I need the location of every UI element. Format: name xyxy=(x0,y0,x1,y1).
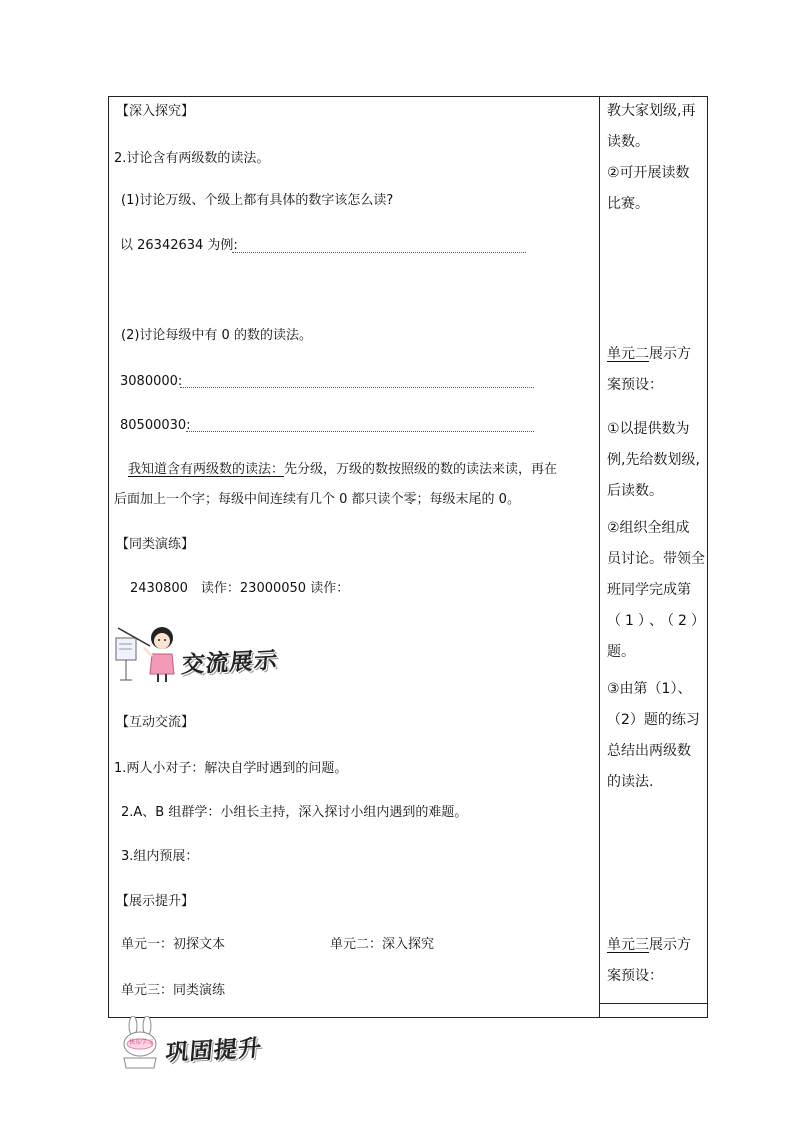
sidebar-line: 案预设： xyxy=(607,968,663,984)
sidebar-notes-top xyxy=(607,96,705,220)
plan2-unit-label: 单元二 xyxy=(607,346,649,362)
question-2-part1: (1)讨论万级、个级上都有具体的数字该怎么读? xyxy=(121,193,394,208)
sidebar-line: 比赛。 xyxy=(607,196,649,212)
sidebar-plan2-steps xyxy=(607,414,705,798)
answer-blank-2[interactable] xyxy=(180,387,534,388)
sidebar-line: 员讨论。带领全 xyxy=(607,551,705,567)
sidebar-line: 读数。 xyxy=(607,134,649,150)
unit-1: 单元一：初探文本 xyxy=(121,937,226,952)
section-heading-practice: 【同类演练】 xyxy=(116,537,195,552)
interact-item-1: 1.两人小对子：解决自学时遇到的问题。 xyxy=(114,761,348,776)
plan3-heading-rest: 展示方 xyxy=(649,937,691,953)
side-row-divider xyxy=(600,1003,708,1004)
section-heading-show: 【展示提升】 xyxy=(116,894,195,909)
section-heading-explore: 【深入探究】 xyxy=(116,104,195,119)
sidebar-line: （1）、（2）题。 xyxy=(607,613,705,660)
column-divider xyxy=(599,96,600,1018)
consolidate-banner xyxy=(114,1016,284,1070)
number-3080000: 3080000: xyxy=(120,374,183,389)
sidebar-line: ①以提供数为 xyxy=(607,421,690,437)
rule-text-1: 先分级，万级的数按照级的数的读法来读，再在 xyxy=(284,462,558,477)
question-2-title: 2.讨论含有两级数的读法。 xyxy=(114,151,270,166)
sidebar-line: 后读数。 xyxy=(607,483,663,499)
rule-lead: 我知道含有两级数的读法： xyxy=(128,462,285,477)
exchange-banner-title: 交流展示 xyxy=(180,646,280,679)
unit-2: 单元二：深入探究 xyxy=(330,937,435,952)
rule-text-2: 后面加上一个字；每级中间连续有几个 0 都只读个零；每级末尾的 0。 xyxy=(114,492,520,507)
sidebar-line: ②可开展读数 xyxy=(607,165,690,181)
sidebar-line: 总结出两级数 xyxy=(607,743,691,759)
question-2-example: 以 26342634 为例: xyxy=(120,238,238,253)
consolidate-banner-title: 巩固提升 xyxy=(164,1034,264,1067)
sidebar-plan3-heading xyxy=(607,930,705,961)
sidebar-line: 班同学完成第 xyxy=(607,582,691,598)
question-2-part2: (2)讨论每级中有 0 的数的读法。 xyxy=(121,328,312,343)
bunny-badge: 快乐学习 xyxy=(128,1039,153,1046)
rule-statement xyxy=(128,462,557,478)
plan3-unit-label: 单元三 xyxy=(607,937,649,953)
sidebar-line: ③由第（1）、 xyxy=(607,681,692,697)
interact-item-3: 3.组内预展： xyxy=(121,849,199,864)
answer-blank-1[interactable] xyxy=(232,252,526,253)
sidebar-line: 案预设： xyxy=(607,377,663,393)
teacher-girl-icon xyxy=(114,624,184,684)
sidebar-line: （2）题的练习 xyxy=(607,712,700,728)
section-heading-interact: 【互动交流】 xyxy=(116,715,195,730)
sidebar-plan-unit2 xyxy=(607,339,705,401)
sidebar-line: ②组织全组成 xyxy=(607,520,690,536)
sidebar-line: 的读法. xyxy=(607,774,654,790)
exchange-banner xyxy=(114,624,284,684)
plan2-heading-rest: 展示方 xyxy=(649,346,691,362)
sidebar-plan2-heading xyxy=(607,339,705,370)
sidebar-line: 例,先给数划级, xyxy=(607,452,700,468)
unit-3: 单元三：同类演练 xyxy=(121,983,226,998)
practice-line: 2430800 读作：23000050 读作： xyxy=(130,581,350,596)
answer-blank-3[interactable] xyxy=(186,431,534,432)
number-80500030: 80500030: xyxy=(120,418,191,433)
interact-item-2: 2.A、B 组群学：小组长主持，深入探讨小组内遇到的难题。 xyxy=(121,805,468,820)
sidebar-plan-unit3 xyxy=(607,930,705,992)
sidebar-line: 教大家划级,再 xyxy=(607,103,696,119)
